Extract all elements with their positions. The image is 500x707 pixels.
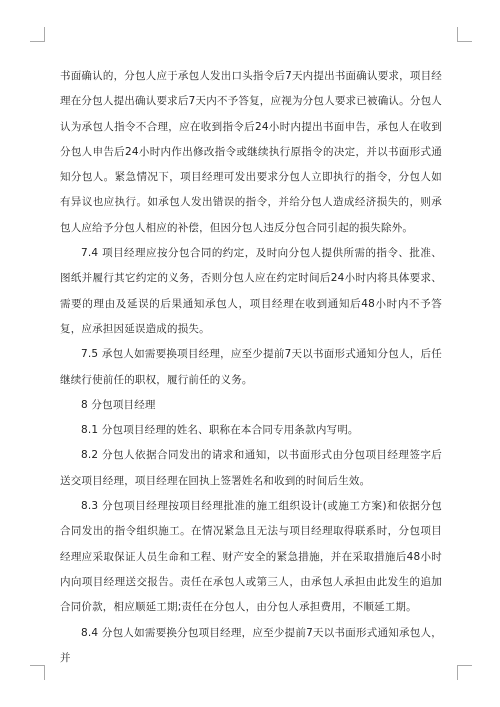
crop-mark-top-left	[30, 27, 45, 42]
crop-mark-top-right	[457, 27, 472, 42]
paragraph-7-4: 7.4 项目经理应按分包合同的约定，及时向分包人提供所需的指令、批准、图纸并履行其它约定的义务，否则分包人应在约定时间后24小时内将具体要求、需要的理由及延误的后果通知承包人，项目经理在收到通知后48小时内不予答复，应承担因延误造成的损失。	[60, 247, 442, 335]
paragraph-8-1: 8.1 分包项目经理的姓名、职称在本合同专用条款内写明。	[81, 424, 359, 437]
paragraph-7-5: 7.5 承包人如需要换项目经理，应至少提前7天以书面形式通知分包人，后任继续行使前任的职权，履行前任的义务。	[60, 348, 442, 386]
crop-mark-bottom-left	[30, 665, 45, 680]
paragraph-8-4: 8.4 分包人如需要换分包项目经理，应至少提前7天以书面形式通知承包人，并	[60, 626, 442, 664]
crop-mark-bottom-right	[457, 665, 472, 680]
document-body	[60, 64, 442, 671]
paragraph-continuation: 书面确认的，分包人应于承包人发出口头指令后7天内提出书面确认要求，项目经理在分包人提出确认要求后7天内不予答复，应视为分包人要求已被确认。分包人认为承包人指令不合理，应在收到指令后24小时内提出书面申告，承包人在收到分包人申告后24小时内作出修改指令或继续执行原指令的决定，并以书面形式通知分包人。紧急情况下，项目经理可发出要求分包人立即执行的指令，分包人如有异议也应执行。如承包人发出错误的指令，并给分包人造成经济损失的，则承包人应给予分包人相应的补偿，但因分包人违反分包合同引起的损失除外。	[60, 70, 442, 234]
paragraph-8-2: 8.2 分包人依据合同发出的请求和通知，以书面形式由分包项目经理签字后送交项目经理，项目经理在回执上签署姓名和收到的时间后生效。	[60, 449, 442, 487]
section-heading-8: 8 分包项目经理	[81, 398, 156, 411]
paragraph-8-3: 8.3 分包项目经理按项目经理批准的施工组织设计(或施工方案)和依据分包合同发出的指令组织施工。在情况紧急且无法与项目经理取得联系时，分包项目经理应采取保证人员生命和工程、财产安全的紧急措施，并在采取措施后48小时内向项目经理送交报告。责任在承包人或第三人，由承包人承担由此发生的追加合同价款，相应顺延工期;责任在分包人，由分包人承担费用，不顺延工期。	[60, 500, 442, 614]
